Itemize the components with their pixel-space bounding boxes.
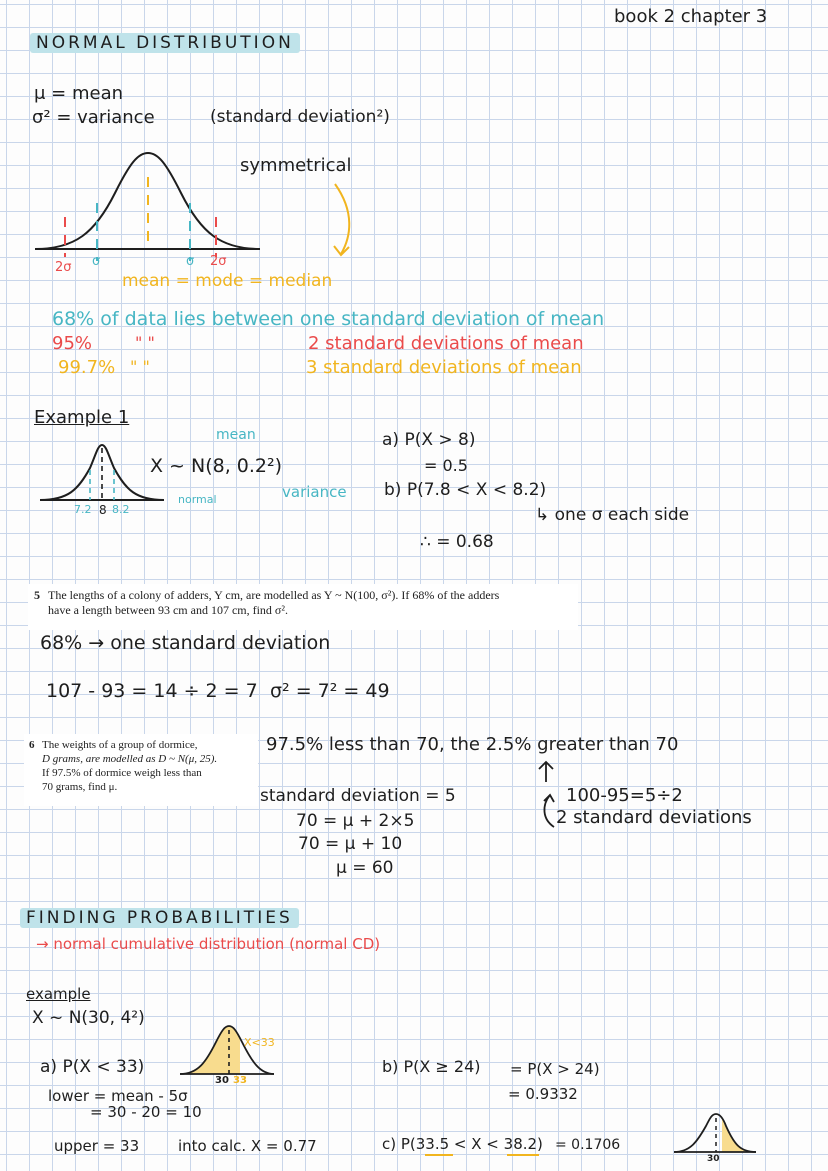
question-5-number: 5 (34, 588, 40, 602)
label-two-sigma-left: 2σ (55, 260, 72, 275)
section-heading-finding-probabilities: FINDING PROBABILITIES (20, 908, 299, 928)
label-sigma-left: σ (92, 254, 101, 269)
q6-working-line3: 70 = μ + 2×5 (296, 811, 415, 831)
example1-part-b: b) P(7.8 < X < 8.2) (384, 480, 547, 500)
q6-note-line2: 2 standard deviations (556, 807, 752, 828)
q6-bracket-arrow (540, 793, 560, 833)
graph-a-tick-33: 33 (233, 1075, 247, 1086)
question-6-text-line4: 70 grams, find μ. (42, 781, 118, 793)
rule-68: 68% of data lies between one standard deviation of mean (52, 308, 605, 330)
q6-working-line2: standard deviation = 5 (260, 786, 456, 806)
question-5-text-line2: have a length between 93 cm and 107 cm, find σ². (48, 603, 288, 617)
symmetrical-label: symmetrical (240, 155, 352, 176)
example1-label-variance: variance (282, 483, 347, 501)
example1-tick-82: 8.2 (112, 503, 130, 516)
question-6-number: 6 (29, 739, 35, 751)
graph-c-tick-30: 30 (707, 1154, 720, 1164)
rule-95-percent: 95% (52, 333, 93, 354)
example1-part-a-answer: = 0.5 (424, 456, 468, 475)
label-two-sigma-right: 2σ (210, 254, 227, 269)
mean-mode-median: mean = mode = median (122, 271, 333, 291)
q6-note-line1: 100-95=5÷2 (566, 785, 683, 806)
question-6-text-line1: The weights of a group of dormice, (42, 739, 198, 751)
label-sigma-right: σ (186, 254, 195, 269)
example1-part-b-note: ↳ one σ each side (535, 505, 690, 525)
symmetrical-arrow (325, 182, 365, 262)
example1-part-b-answer: ∴ = 0.68 (420, 532, 494, 552)
question-6-text-line3: If 97.5% of dormice weigh less than (42, 767, 202, 779)
example2-graph-a (176, 1022, 276, 1082)
graph-a-shaded-area (180, 1026, 240, 1074)
definition-sigma-note: (standard deviation²) (210, 107, 390, 127)
q6-working-line4: 70 = μ + 10 (298, 834, 403, 854)
example2-part-c: c) P(33.5 < X < 38.2) (382, 1135, 543, 1153)
q5-working-line1: 68% → one standard deviation (40, 632, 331, 654)
rule-95-text: 2 standard deviations of mean (308, 333, 584, 354)
graph-a-tick-30: 30 (215, 1075, 229, 1086)
graph-a-label: X<33 (244, 1036, 275, 1049)
example2-part-b: b) P(X ≥ 24) (382, 1057, 481, 1076)
calc-line: into calc. X = 0.77 (178, 1137, 317, 1155)
example2-part-b-answer: = 0.9332 (508, 1085, 578, 1103)
question-5-card (28, 584, 578, 630)
definition-sigma: σ² = variance (32, 107, 155, 128)
example1-part-a: a) P(X > 8) (382, 430, 476, 450)
example1-label-normal: normal (178, 493, 217, 506)
example2-model: X ~ N(30, 4²) (32, 1008, 145, 1028)
example1-tick-8: 8 (99, 503, 107, 517)
question-6-text-line2: D grams, are modelled as D ~ N(μ, 25). (42, 753, 218, 765)
example1-curve-diagram (38, 440, 168, 510)
example2-part-c-answer: = 0.1706 (555, 1137, 621, 1153)
definition-mu: μ = mean (34, 83, 124, 104)
section2-subheading: → normal cumulative distribution (normal CD) (36, 935, 381, 953)
example2-part-a: a) P(X < 33) (40, 1057, 145, 1077)
q6-arrow-up (536, 760, 556, 784)
graph-c-curve (674, 1114, 756, 1152)
q6-working-line1: 97.5% less than 70, the 2.5% greater than 70 (266, 734, 679, 755)
lower-bound-line1: lower = mean - 5σ (48, 1087, 188, 1105)
example1-label-mean: mean (216, 427, 256, 443)
graph-c-shaded-area (716, 1114, 756, 1152)
example1-curve (40, 445, 164, 500)
q5-working-line2: 107 - 93 = 14 ÷ 2 = 7 (46, 680, 258, 702)
rule-95-ditto: " " (135, 333, 155, 352)
example1-title: Example 1 (34, 407, 130, 428)
q5-working-line3: σ² = 7² = 49 (270, 680, 390, 702)
rule-997-percent: 99.7% (58, 357, 116, 378)
example2-graph-c (670, 1108, 760, 1158)
example1-model: X ~ N(8, 0.2²) (150, 455, 283, 477)
question-6-card (24, 734, 258, 806)
section-heading-normal-distribution: NORMAL DISTRIBUTION (30, 33, 300, 53)
upper-bound-line: upper = 33 (54, 1137, 140, 1155)
example1-tick-72: 7.2 (74, 503, 92, 516)
question-5-text-line1: The lengths of a colony of adders, Y cm, are modelled as Y ~ N(100, σ²). If 68% of the adders (48, 588, 500, 602)
part-c-underlines (425, 1152, 545, 1160)
rule-997-text: 3 standard deviations of mean (306, 357, 582, 378)
lower-bound-line2: = 30 - 20 = 10 (90, 1103, 202, 1121)
example2-part-b-equiv: = P(X > 24) (510, 1060, 600, 1078)
example2-label: example (26, 985, 91, 1003)
corner-note: book 2 chapter 3 (614, 6, 768, 27)
rule-997-ditto: " " (130, 357, 150, 376)
q6-working-line5: μ = 60 (336, 858, 394, 878)
